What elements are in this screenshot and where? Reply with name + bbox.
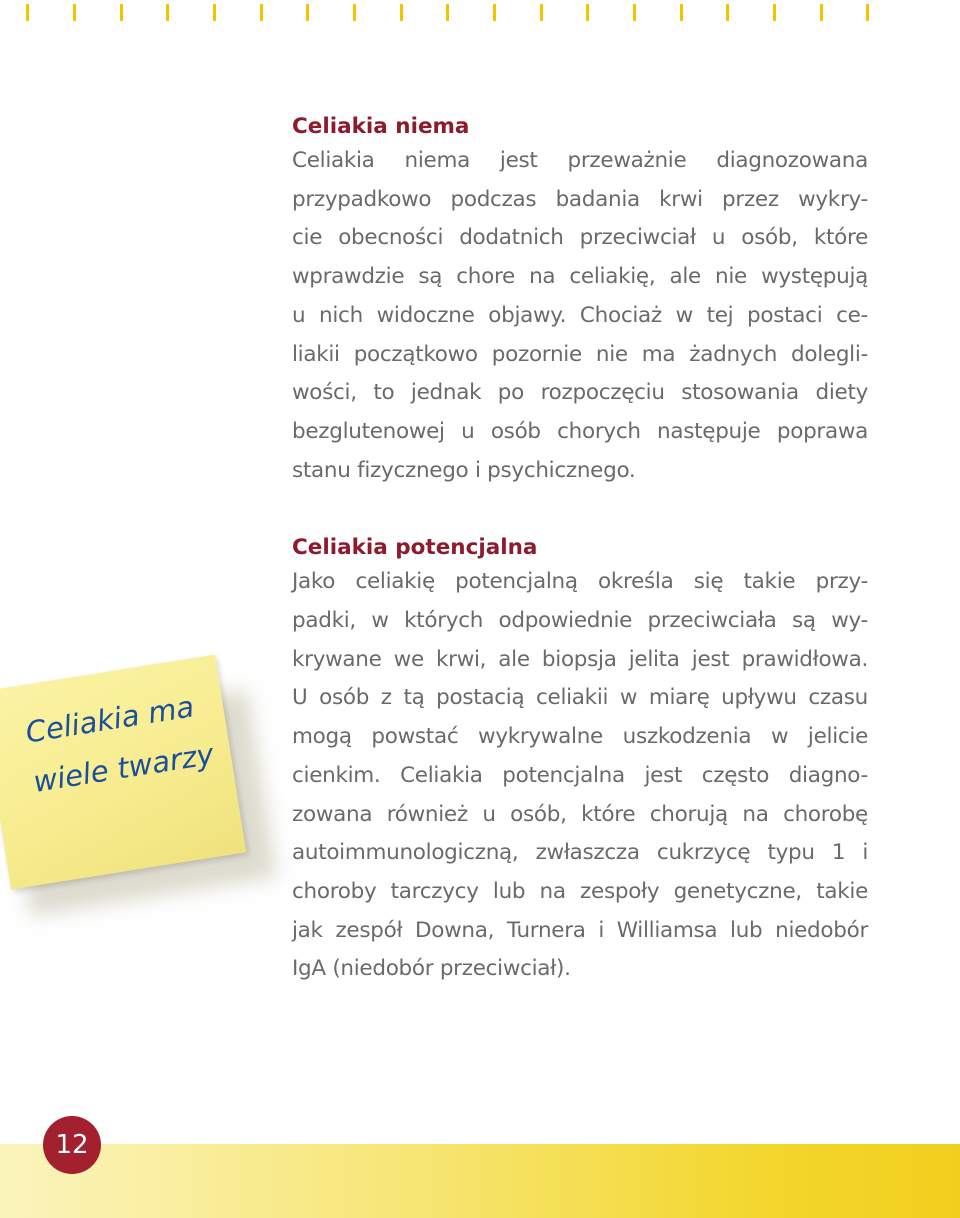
tick-mark <box>166 4 169 21</box>
tick-mark <box>586 4 589 21</box>
sticky-note <box>0 650 280 930</box>
text-line: u nich widoczne objawy. Chociaż w tej postaci ce- <box>292 302 868 328</box>
tick-mark <box>306 4 309 21</box>
tick-mark <box>260 4 263 21</box>
tick-mark <box>493 4 496 21</box>
main-content <box>292 112 868 989</box>
section-heading: Celiakia niema <box>292 114 470 139</box>
page-number-badge: 12 <box>43 1116 101 1174</box>
text-line: cie obecności dodatnich przeciwciał u osób, które <box>292 225 868 251</box>
tick-mark <box>540 4 543 21</box>
tick-mark <box>680 4 683 21</box>
text-line: padki, w których odpowiednie przeciwciała są wy- <box>292 608 868 634</box>
text-line: Jako celiakię potencjalną określa się takie przy- <box>292 569 868 595</box>
text-line: krywane we krwi, ale biopsja jelita jest prawidłowa. <box>292 646 868 672</box>
text-line: jak zespół Downa, Turnera i Williamsa lub niedobór <box>292 917 868 943</box>
tick-mark <box>73 4 76 21</box>
top-tick-decoration <box>0 0 960 24</box>
tick-mark <box>446 4 449 21</box>
text-line: wprawdzie są chore na celiakię, ale nie występują <box>292 264 868 290</box>
tick-mark <box>820 4 823 21</box>
tick-mark <box>866 4 869 21</box>
sticky-note-line: wiele twarzy <box>31 736 217 799</box>
text-line: IgA (niedobór przeciwciał). <box>292 956 571 982</box>
sticky-note-line: Celiakia ma <box>23 689 197 750</box>
tick-mark <box>26 4 29 21</box>
tick-mark <box>773 4 776 21</box>
text-line: przypadkowo podczas badania krwi przez wykry- <box>292 186 868 212</box>
tick-mark <box>633 4 636 21</box>
text-line: autoimmunologiczną, zwłaszcza cukrzycę typu 1 i <box>292 840 868 866</box>
text-line: bezglutenowej u osób chorych następuje poprawa <box>292 418 868 444</box>
tick-mark <box>353 4 356 21</box>
text-line: liakii początkowo pozornie nie ma żadnych dolegli- <box>292 341 868 367</box>
section-heading: Celiakia potencjalna <box>292 535 538 561</box>
section-paragraph <box>292 142 868 490</box>
tick-mark <box>120 4 123 21</box>
text-line: wości, to jednak po rozpoczęciu stosowania diety <box>292 380 868 406</box>
tick-mark <box>400 4 403 21</box>
section-celiakia-niema <box>292 112 868 490</box>
text-line: U osób z tą postacią celiakii w miarę upływu czasu <box>292 685 868 711</box>
text-line: mogą powstać wykrywalne uszkodzenia w jelicie <box>292 724 868 750</box>
text-line: zowana również u osób, które chorują na chorobę <box>292 801 868 827</box>
section-paragraph <box>292 563 868 989</box>
tick-mark <box>213 4 216 21</box>
text-line: Celiakia niema jest przeważnie diagnozowana <box>292 148 868 173</box>
text-line: stanu fizycznego i psychicznego. <box>292 457 636 483</box>
footer-band <box>0 1144 960 1218</box>
section-celiakia-potencjalna <box>292 533 868 989</box>
text-line: cienkim. Celiakia potencjalna jest często diagno- <box>292 762 868 788</box>
tick-mark <box>726 4 729 21</box>
text-line: choroby tarczycy lub na zespoły genetyczne, takie <box>292 878 868 904</box>
